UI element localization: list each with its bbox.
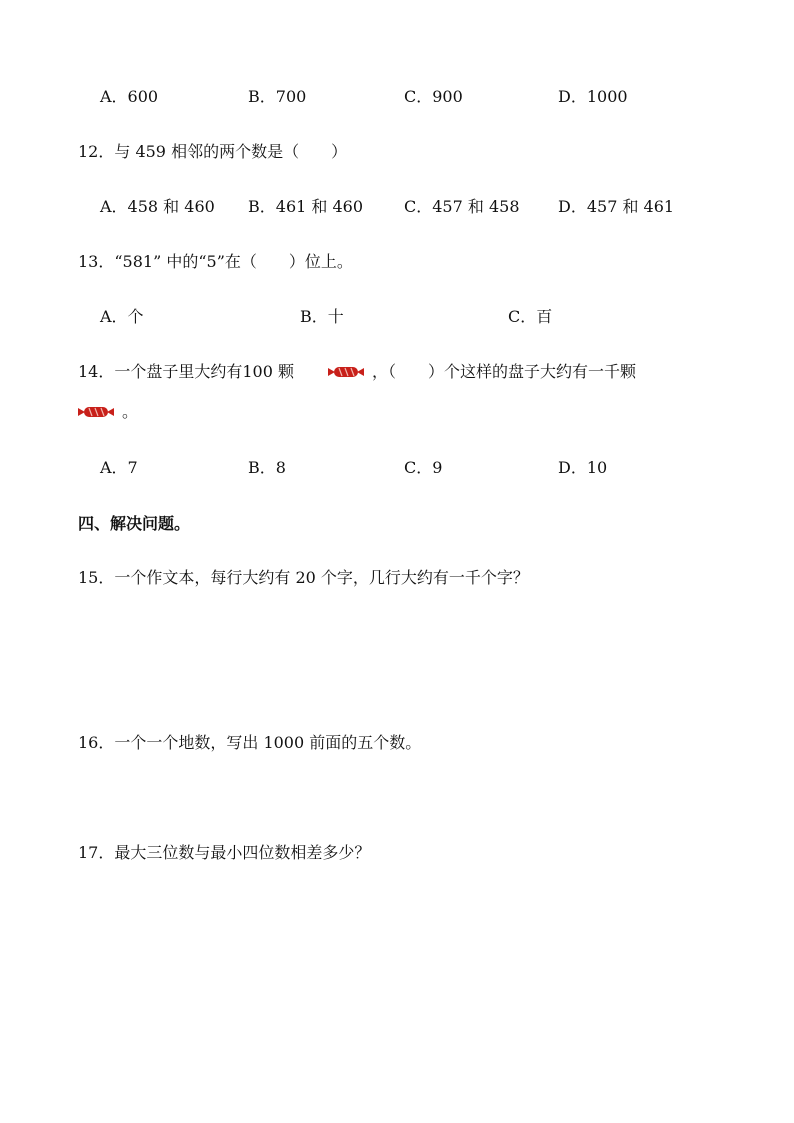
- option-b[interactable]: B．十: [300, 307, 344, 326]
- section-heading: 四、解决问题。: [78, 514, 191, 533]
- question-14-stem-part2: ，（ ）个这样的盘子大约有一千颗: [372, 362, 637, 381]
- question-13-stem: 13．“581” 中的“5”在（ ）位上。: [78, 252, 353, 271]
- question-15-stem: 15．一个作文本，每行大约有 20 个字，几行大约有一千个字？: [78, 568, 529, 587]
- option-c[interactable]: C．9: [404, 458, 443, 477]
- option-a[interactable]: A．7: [100, 458, 138, 477]
- question-17-stem: 17．最大三位数与最小四位数相差多少？: [78, 843, 371, 862]
- question-14-stem-part3: 。: [122, 402, 139, 421]
- question-12-stem: 12．与 459 相邻的两个数是（ ）: [78, 142, 348, 161]
- option-a[interactable]: A．600: [100, 87, 159, 106]
- option-d[interactable]: D．457 和 461: [558, 197, 675, 216]
- option-c[interactable]: C．457 和 458: [404, 197, 520, 216]
- option-d[interactable]: D．1000: [558, 87, 628, 106]
- option-d[interactable]: D．10: [558, 458, 608, 477]
- question-14-stem-part1: 14．一个盘子里大约有100 颗: [78, 362, 294, 381]
- option-c[interactable]: C．900: [404, 87, 463, 106]
- candy-icon: [328, 364, 364, 380]
- option-b[interactable]: B．700: [248, 87, 307, 106]
- option-b[interactable]: B．461 和 460: [248, 197, 364, 216]
- option-a[interactable]: A．个: [100, 307, 144, 326]
- option-a[interactable]: A．458 和 460: [100, 197, 215, 216]
- question-16-stem: 16．一个一个地数，写出 1000 前面的五个数。: [78, 733, 422, 752]
- option-b[interactable]: B．8: [248, 458, 286, 477]
- option-c[interactable]: C．百: [508, 307, 553, 326]
- candy-icon: [78, 404, 114, 420]
